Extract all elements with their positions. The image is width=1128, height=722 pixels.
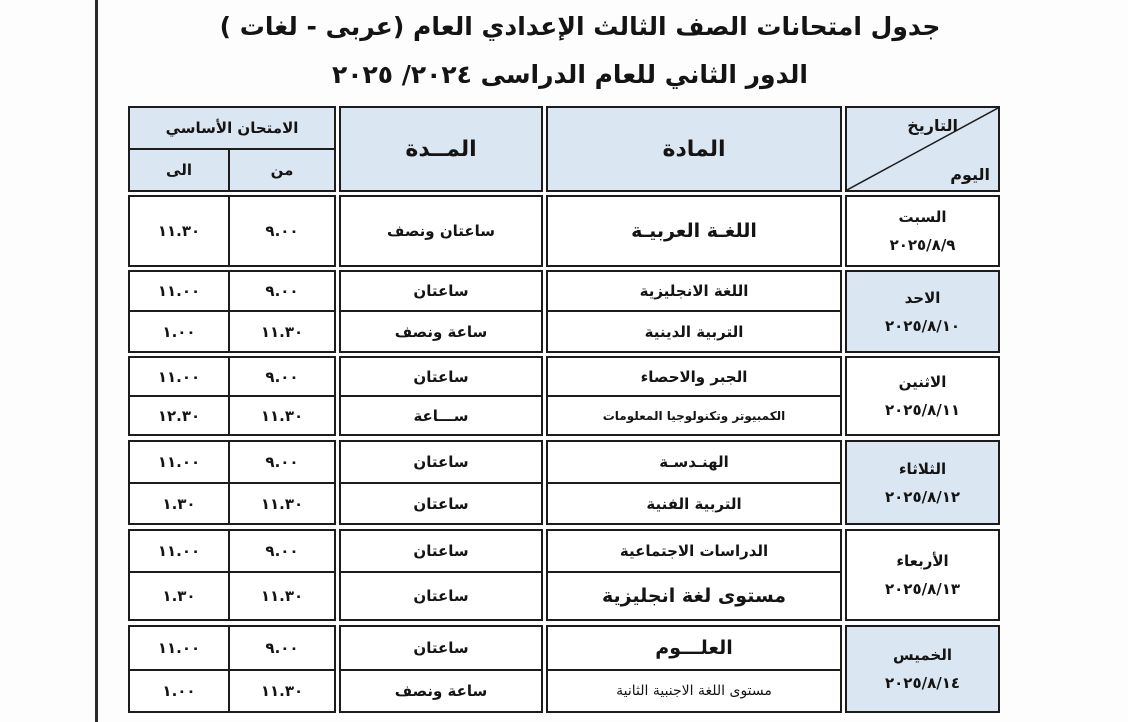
from-time-cell: ١١.٣٠	[228, 669, 336, 713]
day-wednesday	[845, 529, 1000, 621]
duration-cell: ساعتان ونصف	[339, 195, 543, 267]
subject-cell: مستوى لغة انجليزية	[546, 571, 842, 621]
header-basic-exam: الامتحان الأساسي	[128, 106, 336, 150]
day-name: الثلاثاء	[898, 459, 947, 478]
duration-cell: ساعتان	[339, 482, 543, 525]
subject-cell: الكمبيوتر وتكنولوجيا المعلومات	[546, 395, 842, 436]
duration-cell: ساعة ونصف	[339, 310, 543, 353]
subject-cell: مستوى اللغة الاجنبية الثانية	[546, 669, 842, 713]
subject-cell: الجبر والاحصاء	[546, 356, 842, 397]
to-time-cell: ١١.٠٠	[128, 440, 230, 484]
to-time-cell: ١٢.٣٠	[128, 395, 230, 436]
to-time-cell: ١.٠٠	[128, 669, 230, 713]
day-date: ٢٠٢٥/٨/١٤	[884, 674, 961, 692]
day-tuesday	[845, 440, 1000, 525]
page-border-line	[95, 0, 98, 722]
day-monday	[845, 356, 1000, 436]
day-date: ٢٠٢٥/٨/١٠	[884, 316, 961, 335]
day-date: ٢٠٢٥/٨/١٢	[884, 487, 961, 506]
subject-cell: اللغة الانجليزية	[546, 270, 842, 312]
day-date: ٢٠٢٥/٨/١٣	[884, 580, 961, 598]
day-name: السبت	[898, 208, 947, 226]
day-date: ٢٠٢٥/٨/١١	[884, 401, 961, 419]
to-time-cell: ١.٣٠	[128, 571, 230, 621]
header-duration: المــدة	[339, 106, 543, 192]
from-time-cell: ٩.٠٠	[228, 529, 336, 573]
duration-cell: ساعتان	[339, 571, 543, 621]
from-time-cell: ١١.٣٠	[228, 571, 336, 621]
to-time-cell: ١١.٣٠	[128, 195, 230, 267]
from-time-cell: ٩.٠٠	[228, 195, 336, 267]
duration-cell: ساعتان	[339, 356, 543, 397]
from-time-cell: ٩.٠٠	[228, 270, 336, 312]
header-day-date	[845, 106, 1000, 192]
subject-cell: العلـــوم	[546, 625, 842, 671]
from-time-cell: ٩.٠٠	[228, 440, 336, 484]
duration-cell: ساعتان	[339, 529, 543, 573]
day-saturday	[845, 195, 1000, 267]
subject-cell: الهنـدسـة	[546, 440, 842, 484]
header-date-label: التاريخ	[907, 116, 958, 135]
day-name: الاثنين	[898, 373, 947, 391]
to-time-cell: ١.٣٠	[128, 482, 230, 525]
to-time-cell: ١١.٠٠	[128, 529, 230, 573]
duration-cell: ساعة ونصف	[339, 669, 543, 713]
day-thursday	[845, 625, 1000, 713]
day-name: الأربعاء	[896, 552, 949, 570]
to-time-cell: ١١.٠٠	[128, 625, 230, 671]
to-time-cell: ١.٠٠	[128, 310, 230, 353]
subject-cell: التربية الدينية	[546, 310, 842, 353]
day-name: الخميس	[893, 646, 952, 664]
day-date: ٢٠٢٥/٨/٩	[889, 236, 956, 254]
header-day-label: اليوم	[950, 165, 990, 184]
from-time-cell: ٩.٠٠	[228, 356, 336, 397]
subject-cell: التربية الفنية	[546, 482, 842, 525]
duration-cell: ساعتان	[339, 440, 543, 484]
day-sunday	[845, 270, 1000, 353]
page-title: جدول امتحانات الصف الثالث الإعدادي العام (عربى - لغات )	[219, 12, 941, 41]
to-time-cell: ١١.٠٠	[128, 356, 230, 397]
page-subtitle: الدور الثاني للعام الدراسى ٢٠٢٤/ ٢٠٢٥	[332, 60, 808, 89]
from-time-cell: ١١.٣٠	[228, 395, 336, 436]
from-time-cell: ١١.٣٠	[228, 310, 336, 353]
duration-cell: ساعتان	[339, 625, 543, 671]
header-from: من	[228, 148, 336, 192]
subject-cell: الدراسات الاجتماعية	[546, 529, 842, 573]
to-time-cell: ١١.٠٠	[128, 270, 230, 312]
duration-cell: ساعتان	[339, 270, 543, 312]
from-time-cell: ١١.٣٠	[228, 482, 336, 525]
header-to: الى	[128, 148, 230, 192]
duration-cell: ســـاعة	[339, 395, 543, 436]
header-subject: المادة	[546, 106, 842, 192]
day-name: الاحد	[904, 288, 941, 307]
subject-cell: اللغـة العربيـة	[546, 195, 842, 267]
from-time-cell: ٩.٠٠	[228, 625, 336, 671]
